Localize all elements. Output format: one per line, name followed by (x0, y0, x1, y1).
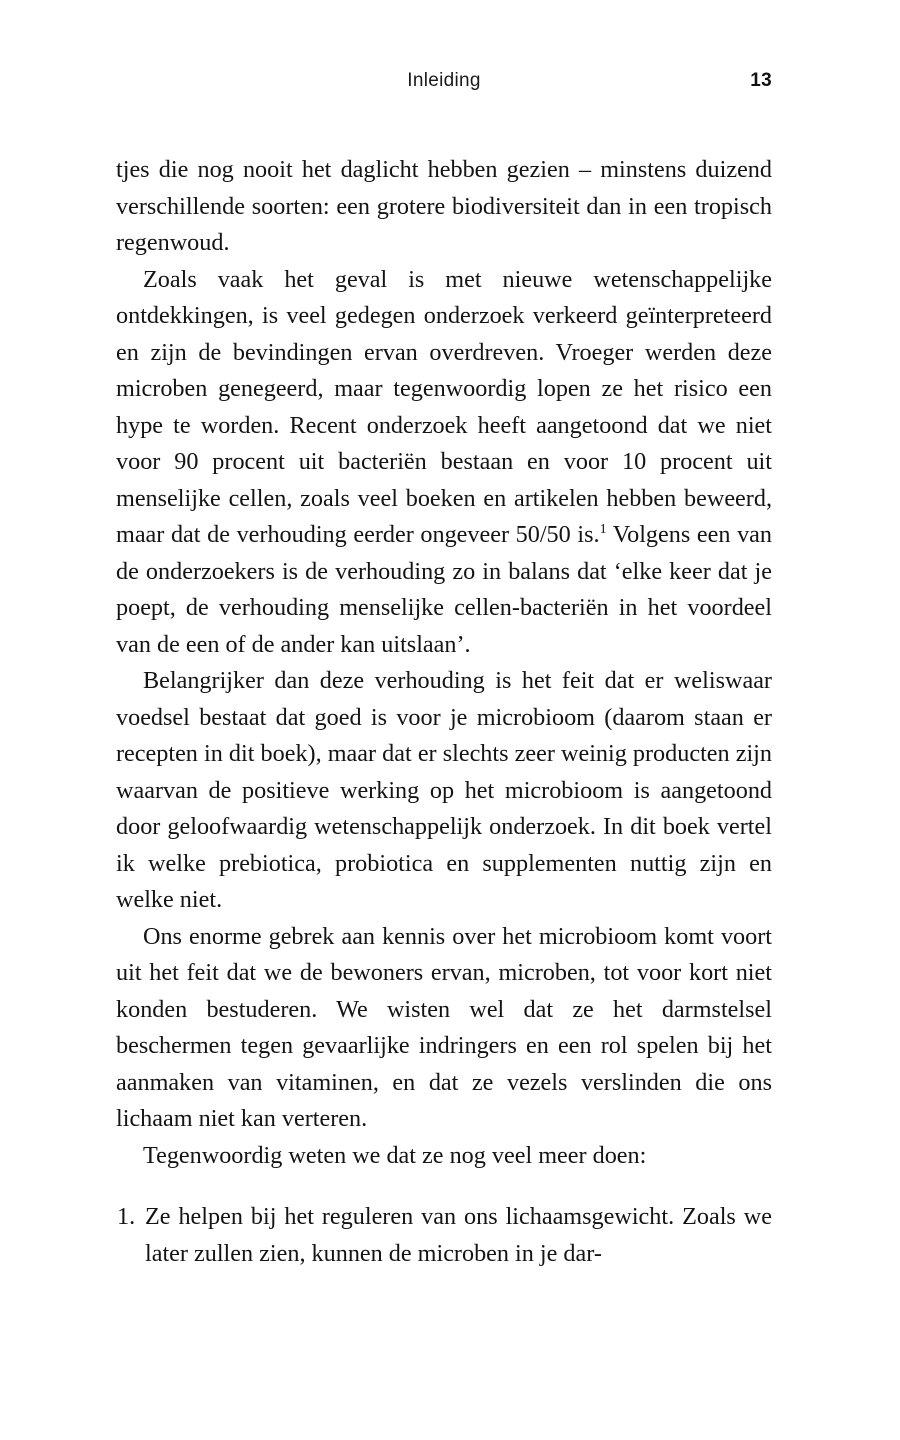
page-number: 13 (750, 70, 772, 91)
list-item-marker: 1. (117, 1203, 136, 1230)
paragraph-2-text-after-footnote: Volgens een van de onderzoekers is de verhouding zo in balans dat ‘elke keer dat je poept, de verhouding menselijke cellen-bacteriën in het voordeel van de een of de ander kan uitslaan’. (116, 521, 772, 658)
footnote-marker[interactable]: 1 (599, 520, 607, 537)
paragraph-1: tjes die nog nooit het daglicht hebben gezien – minstens duizend verschillende soorten: een grotere biodiversiteit dan in een tropisch regenwoud. (116, 156, 772, 256)
paragraph-2-text-before-footnote: Zoals vaak het geval is met nieuwe wetenschappelijke ontdekkingen, is veel gedegen onderzoek verkeerd geïnterpreteerd en zijn de bevindingen ervan overdreven. Vroeger werden deze microben genegeerd, maar tegenwoordig lopen ze het risico een hype te worden. Recent onderzoek heeft aangetoond dat we niet voor 90 procent uit bacteriën bestaan en voor 10 procent uit menselijke cellen, zoals veel boeken en artikelen hebben beweerd, maar dat de verhouding eerder ongeveer 50/50 is. (116, 265, 772, 548)
numbered-list (116, 1199, 772, 1272)
paragraph-3: Belangrijker dan deze verhouding is het feit dat er weliswaar voedsel bestaat dat goed is voor je microbioom (daarom staan er recepten in dit boek), maar dat er slechts zeer weinig producten zijn waarvan de positieve werking op het microbioom is aangetoond door geloofwaardig wetenschappelijk onderzoek. In dit boek vertel ik welke prebiotica, probiotica en supplementen nuttig zijn en welke niet. (116, 667, 772, 913)
running-head-title: Inleiding (407, 70, 481, 91)
body-text-block (116, 152, 772, 1272)
paragraph-2 (116, 262, 772, 664)
list-item (116, 1199, 772, 1272)
list-item-text: Ze helpen bij het reguleren van ons lichaamsgewicht. Zoals we later zullen zien, kunnen de microben in je dar- (145, 1203, 772, 1267)
running-head (116, 68, 772, 98)
paragraph-4: Ons enorme gebrek aan kennis over het microbioom komt voort uit het feit dat we de bewoners ervan, microben, tot voor kort niet konden bestuderen. We wisten wel dat ze het darmstelsel beschermen tegen gevaarlijke indringers en een rol spelen bij het aanmaken van vitaminen, en dat ze vezels verslinden die ons lichaam niet kan verteren. (116, 922, 772, 1132)
list-spacer (116, 1174, 772, 1199)
paragraph-5: Tegenwoordig weten we dat ze nog veel meer doen: (143, 1141, 647, 1169)
